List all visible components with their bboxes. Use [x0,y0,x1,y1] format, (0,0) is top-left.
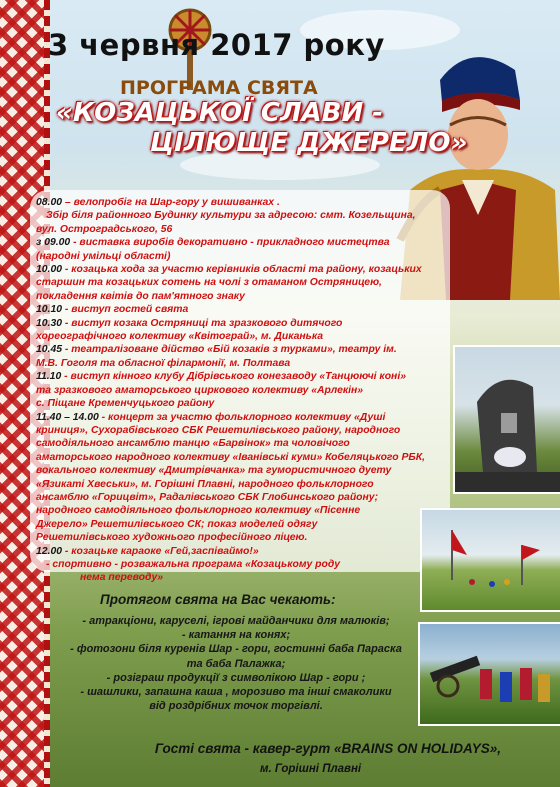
program-text: - концерт за участю фольклорного колективу «Душі [98,411,386,423]
program-line [36,209,456,222]
program-text: вул. Остроградського, 56 [36,223,173,235]
program-text: нема переводу» [80,572,164,584]
program-text: - театралізоване дійство «Бій козаків з турками», театру ім. [62,344,397,356]
program-line [36,317,456,330]
program-time: з 09.00 [36,237,71,249]
program-text: - козацьке караоке «Гей,заспіваймо!» [62,545,259,557]
program-text: - козацька хода за участю керівників області та району, козацьких [62,264,422,276]
program-line [36,370,456,383]
program-line [36,437,456,450]
festival-title-line1: «КОЗАЦЬКОЇ СЛАВИ - [56,98,384,128]
program-line [36,518,456,531]
program-time: 10.10 [36,304,63,316]
program-text: - виступ гостей свята [62,304,189,316]
program-line [36,223,456,236]
expect-heading: Протягом свята на Вас чекають: [100,592,336,607]
festival-title-line2: ЦІЛЮЩЕ ДЖЕРЕЛО» [150,128,468,158]
program-line [36,357,456,370]
expect-item: - атракціони, каруселі, ігрові майданчики для малюків; [82,615,390,627]
program-text: Джерело» Решетилівського СК; показ моделей одягу [36,518,318,530]
expect-item: - фотозони біля куренів Шар - гори, гостинні баба Параска [70,643,402,656]
program-text: ансамблю «Горицвіт», Радалівського СБК Глобинського району; [36,491,379,503]
program-line [36,491,456,504]
program-line [36,236,456,249]
program-time: 10.30 [36,317,63,329]
expect-item: - розіграш продукції з символікою Шар - гори ; [106,671,366,684]
program-text: (народні умільці області) [36,250,171,262]
program-text: - виступ козака Остряниці та зразкового дитячого [62,317,343,329]
program-line [36,276,456,289]
program-text: с. Піщане Кременчуцького району [36,398,215,410]
program-line [36,558,456,571]
program-line [36,451,456,464]
expect-item: та баба Палажка; [186,657,286,670]
program-text: покладення квітів до пам'ятного знаку [36,290,245,302]
guests-line: Гості свята - кавер-гурт «BRAINS ON HOLIDAYS», [154,741,502,756]
program-text: та зразкового аматорського циркового колективу «Арлекін» [36,384,364,396]
program-list [36,196,456,585]
program-text: народного самодіяльного фольклорного колективу «Пісенне [36,505,361,517]
program-line [36,411,456,424]
program-text: криниця», Сухорабівського СБК Решетилівського району, народного [36,424,401,436]
program-text: аматорського народного колективу «Іванівські куми» Кобеляцького РБК, [36,451,426,463]
program-text: – велопробіг на Шар-гору у вишиванках . [62,197,280,208]
program-time: 11.40 – 14.00 [36,411,99,423]
program-line [36,196,456,209]
program-line [36,397,456,410]
expect-item: від роздрібних точок торгівлі. [149,700,323,713]
program-time: 08.00 [36,197,63,208]
program-line [36,330,456,343]
program-text: хореографічного колективу «Квітограй», м. Диканька [36,331,323,343]
program-text: - виставка виробів декоративно - прикладного мистецтва [70,237,390,249]
expect-item: - катання на конях; [181,629,291,642]
program-text: - виступ кінного клубу Дібрівського конезаводу «Танцюючі коні» [61,371,406,383]
program-time: 10.45 [36,344,63,356]
memorial-stone-photo [453,345,560,494]
cossacks-cannon-photo [418,622,560,726]
program-text: «Язикаті Хвеськи», м. Горішні Плавні, народного фольклорного [36,478,374,490]
program-line [36,290,456,303]
program-heading: ПРОГРАМА СВЯТА [120,77,318,99]
program-line [36,343,456,356]
program-time: 12.00 [36,545,63,557]
program-line [36,464,456,477]
program-line [36,504,456,517]
program-line [36,478,456,491]
program-text: вокального колективу «Дмитрівчанка» та гумористичного дуету [36,465,392,477]
program-line [36,424,456,437]
program-text: Решетилівського художнього професійного ліцею. [36,532,308,544]
program-line [36,384,456,397]
program-text: М.В. Гоголя та обласної філармонії, м. Полтава [36,357,291,369]
program-text: самодіяльного ансамблю танцю «Барвінок» та чоловічого [36,438,350,450]
program-text: - спортивно - розважальна програма «Козацькому роду [46,558,341,570]
program-line [36,303,456,316]
expect-list [46,614,426,713]
program-time: 10.00 [36,264,63,276]
program-time: 11.10 [36,371,62,383]
program-line [36,263,456,276]
expect-item: - шашлики, запашна каша , морозиво та інші смаколики [80,686,392,699]
program-line [36,531,456,544]
field-celebration-photo [420,508,560,612]
program-text: Збір біля районного Будинку культури за адресою: смт. Козельщина, [46,210,416,222]
event-date: 3 червня 2017 року [48,28,385,62]
program-line [36,545,456,558]
guests-place: м. Горішні Плавні [260,763,362,775]
program-line [36,571,456,584]
program-text: старшин та козацьких сотень на чолі з отаманом Остряницею, [36,277,382,289]
program-line [36,250,456,263]
